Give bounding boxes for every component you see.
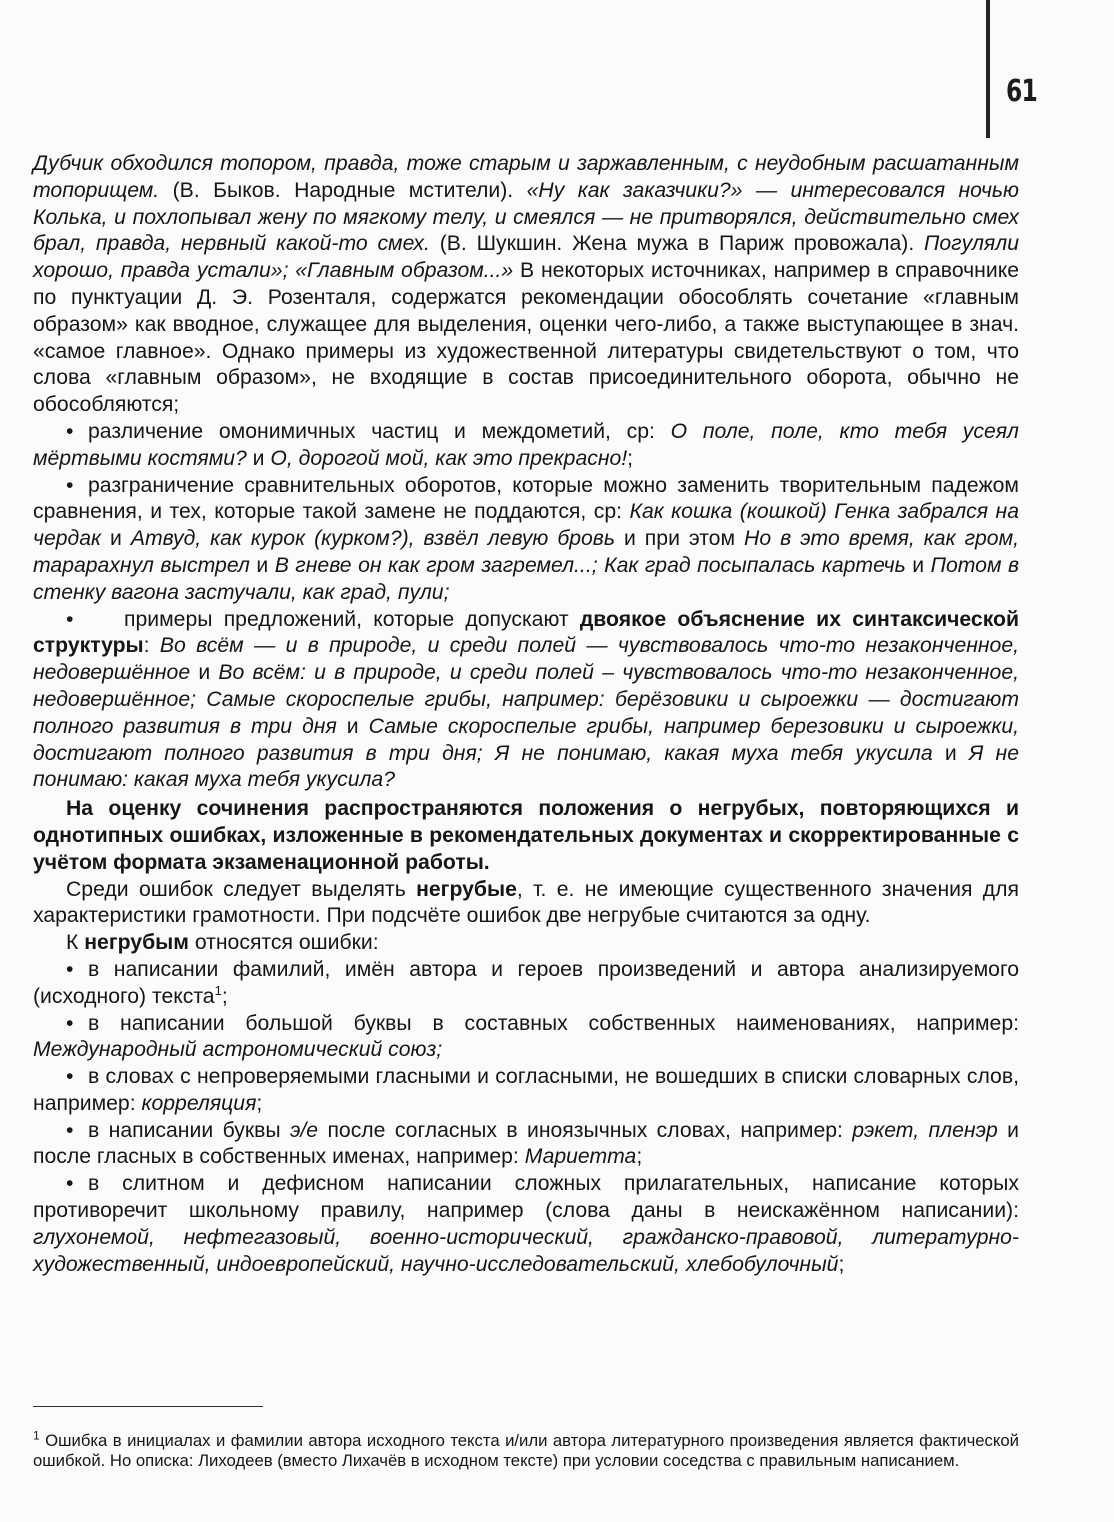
source-citation: (В. Шукшин. Жена мужа в Париж провожала). — [429, 232, 925, 256]
paragraph-text: В некоторых источниках, например в справочнике по пунктуации Д. Э. Розенталя, содержатся рекомендации обособлять сочетание «главным образом» как вводное, служащее для выделения, оценки чего-либо, а также выступающее в знач. «самое главное». Однако примеры из художественной литературы свидетельствуют о том, что слова «главным образом», не входящие в состав присоединительного оборота, обычно не обособляются; — [33, 259, 1020, 417]
list-item: • разграничение сравнительных оборотов, которые можно заменить творительным падежом сравнения, и тех, которые такой замене не поддаются, ср: Как кошка (кошкой) Генка забрался на чердак и Атвуд, как курок (курком?), взвёл левую бровь и при этом Но в это время, как гром, тарарахнул выстрел и В гневе он как гром загремел...; Как град посыпалась картечь и Потом в стенку вагона застучали, как град, пули; — [33, 473, 1020, 604]
bullet-icon: • — [66, 1065, 74, 1089]
list-item: • различение омонимичных частиц и междометий, ср: О поле, поле, кто тебя усеял мёртвыми костями? и О, дорогой мой, как это прекрасно!; — [33, 419, 1019, 470]
bullet-icon: • — [66, 1011, 74, 1035]
continuation-paragraph — [33, 151, 1019, 419]
minor-errors-intro: Среди ошибок следует выделять негрубые, т. е. не имеющие существенного значения для характеристики грамотности. При подсчёте ошибок две негрубые считаются за одну. — [33, 877, 1019, 928]
footnote-marker: 1 — [214, 982, 222, 998]
footnote-text: Ошибка в инициалах и фамилии автора исходного текста и/или автора литературного произведения является фактической ошибкой. Но описка: Лиходеев (вместо Лихачёв в исходном тексте) при условии соседства с правильным написанием. — [33, 1430, 1019, 1470]
footnote — [33, 1428, 1019, 1472]
list-item: • примеры предложений, которые допускают двоякое объяснение их синтаксической структуры: Во всём — и в природе, и среди полей — чувствовалось что-то незаконченное, недовершённое и Во всём: и в природе, и среди полей – чувствовалось что-то незаконченное, недовершённое; Самые скороспелые грибы, например: берёзовики и сыроежки — достигают полного развития в три дня и Самые скороспелые грибы, например березовики и сыроежки, достигают полного развития в три дня; Я не понимаю, какая муха тебя укусила и Я не понимаю: какая муха тебя укусила? — [33, 607, 1020, 792]
emphasis-term: негрубым — [84, 931, 189, 955]
bullet-icon: • — [66, 1172, 74, 1196]
list-item: • в написании большой буквы в составных собственных наименованиях, например: Международный астрономический союз; — [33, 1011, 1019, 1062]
emphasis-term: двоякое объяснение их синтаксической структуры — [33, 607, 1020, 658]
list-item: • в слитном и дефисном написании сложных прилагательных, написание которых противоречит школьному правилу, например (слова даны в неискажённом написании): глухонемой, нефтегазовый, военно-исторический, гражданско-правовой, литературно-художественный, индоевропейский, научно-исследовательский, хлебобулочный; — [33, 1172, 1019, 1276]
bullet-icon: • — [66, 957, 74, 981]
source-citation: (В. Быков. Народные мстители). — [159, 178, 527, 202]
bullet-icon: • — [66, 607, 74, 631]
bullet-icon: • — [66, 473, 74, 497]
minor-errors-lead: К негрубым относятся ошибки: — [66, 931, 379, 955]
bullet-icon: • — [66, 419, 74, 443]
list-item: • в словах с непроверяемыми гласными и согласными, не вошедших в списки словарных слов, например: корреляция; — [33, 1065, 1019, 1115]
example-quote: Дубчик обходился топором, правда, тоже старым и заржавленным, с неудобным расшатанным топорищем. — [33, 152, 1019, 202]
footnote-marker: 1 — [33, 1428, 40, 1443]
header-vertical-rule — [986, 0, 990, 138]
emphasis-term: негрубые — [416, 877, 517, 901]
example-quote: Погуляли хорошо, правда устали»; «Главным образом...» — [33, 232, 1019, 283]
page-number: 61 — [1006, 74, 1038, 109]
list-item: • в написании буквы э/е после согласных в иноязычных словах, например: рэкет, пленэр и после гласных в собственных именах, например: Мариетта; — [33, 1118, 1019, 1169]
rule-statement: На оценку сочинения распространяются положения о негрубых, повторяющихся и однотипных ошибках, изложенные в рекомендательных документах и скорректированные с учётом формата экзаменационной работы. — [33, 797, 1019, 874]
list-item: • в написании фамилий, имён автора и героев произведений и автора анализируемого (исходного) текста$^1$; — [33, 957, 1019, 1008]
example-quote: «Ну как заказчики?» — интересовался ночью Колька, и похлопывал жену по мягкому телу, и смеялся — не притворялся, действительно смех брал, правда, нервный какой-то смех. — [33, 178, 1019, 256]
footnote-divider — [33, 1406, 263, 1407]
bullet-icon: • — [66, 1118, 74, 1142]
page-body — [33, 151, 1019, 1278]
